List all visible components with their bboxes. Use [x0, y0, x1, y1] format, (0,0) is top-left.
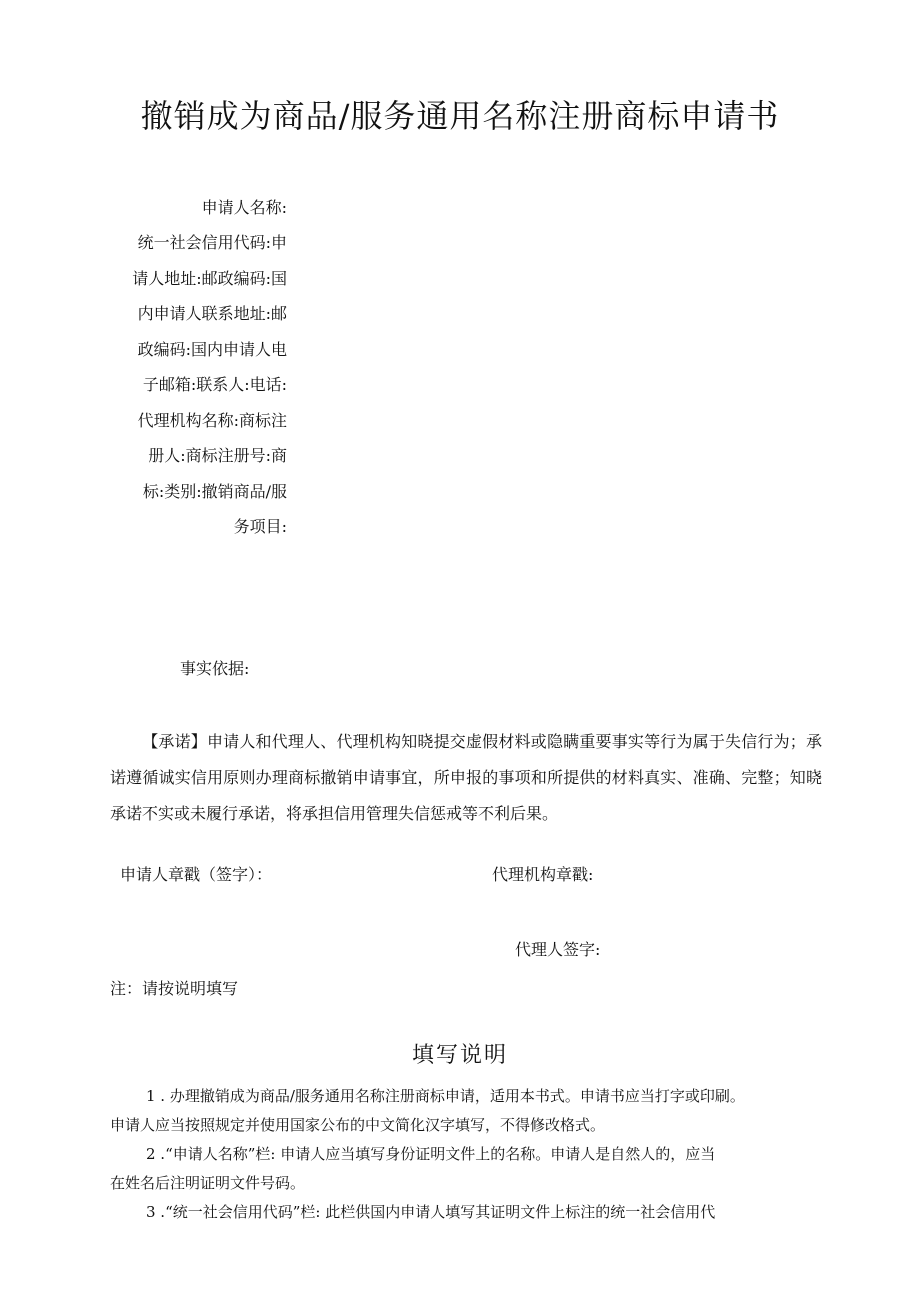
agent-signature-label: 代理人签字:	[515, 940, 601, 959]
form-line-service-items: 务项目:	[233, 517, 287, 536]
form-line-agency-registrant: 代理机构名称:商标注	[137, 411, 287, 430]
form-line-registrant-number: 册人:商标注册号:商	[148, 446, 287, 465]
form-line-address-postcode: 请人地址:邮政编码:国	[132, 269, 287, 288]
note-text: 注：请按说明填写	[110, 979, 239, 998]
instruction-line: 2 .“申请人名称”栏: 申请人应当填写身份证明文件上的名称。申请人是自然人的，应当	[146, 1145, 716, 1163]
instructions-heading: 填写说明	[411, 1043, 508, 1068]
form-line-domestic-contact-address: 内申请人联系地址:邮	[137, 304, 287, 323]
form-line-trademark-class: 标:类别:撤销商品/服	[142, 482, 287, 501]
form-line-applicant-name: 申请人名称:	[201, 198, 287, 217]
instruction-line: 申请人应当按照规定并使用国家公布的中文简化汉字填写，不得修改格式。	[110, 1116, 606, 1134]
commitment-prefix: 【承诺】	[142, 732, 207, 751]
agency-seal-label: 代理机构章戳:	[492, 865, 594, 884]
instruction-line: 1 . 办理撤销成为商品/服务通用名称注册商标申请，适用本书式。申请书应当打字或印刷。	[146, 1087, 745, 1105]
form-line-credit-code: 统一社会信用代码:申	[137, 233, 287, 252]
commitment-text: 申请人和代理人、代理机构知晓提交虚假材料或隐瞒重要事实等行为属于失信行为；承诺遵循诚实信用原则办理商标撤销申请事宜，所申报的事项和所提供的材料真实、准确、完整；知晓承诺不实或未履行承诺，将承担信用管理失信惩戒等不利后果。	[110, 732, 822, 823]
instruction-line: 在姓名后注明证明文件号码。	[110, 1174, 306, 1192]
instruction-line: 3 .“统一社会信用代码”栏: 此栏供国内申请人填写其证明文件上标注的统一社会信用代	[146, 1203, 716, 1221]
document-title: 撤销成为商品/服务通用名称注册商标申请书	[140, 97, 780, 135]
commitment-paragraph	[110, 724, 822, 832]
fact-basis-label: 事实依据:	[180, 659, 250, 678]
form-line-postcode-email: 政编码:国内申请人电	[137, 340, 287, 359]
applicant-seal-label: 申请人章戳（签字）：	[120, 865, 273, 884]
form-line-email-contact-phone: 子邮箱:联系人:电话:	[142, 375, 287, 394]
